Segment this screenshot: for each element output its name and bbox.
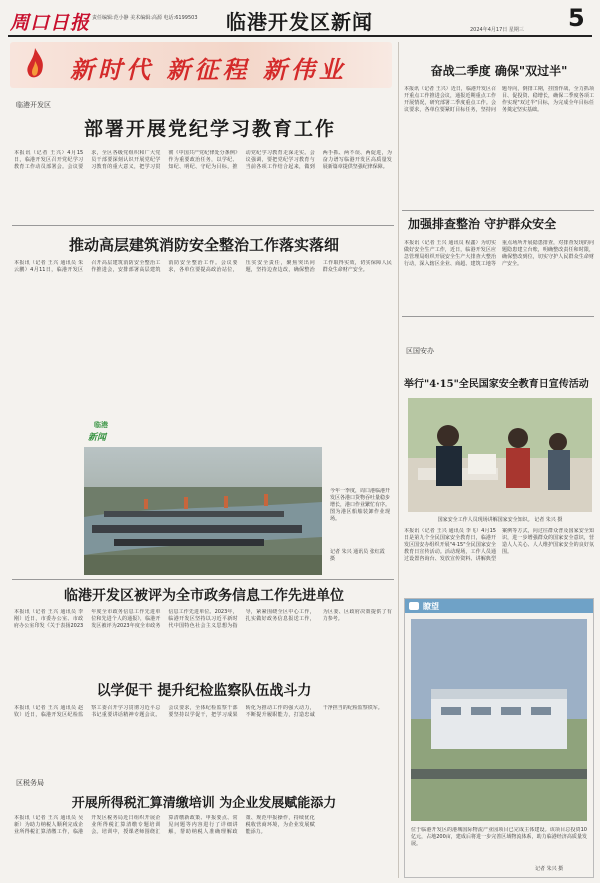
- masthead: [0, 0, 600, 38]
- lead-body: 本报讯（记者 王兴）4月15日，临港开发区召开党纪学习教育工作动员部署会。会议要求，全区各级党组织和广大党员干部要深刻认识开展党纪学习教育的重大意义，把学习贯彻《中国共产党纪律处分条例》作为重要政治任务，以学纪、知纪、明纪、守纪为目标，推动党纪学习教育走深走实。会议强调，要把党纪学习教育与当前各项工作结合起来，做到两手抓、两不误、两促进，为奋力谱写临港开发区高质量发展新篇章提供坚强纪律保障。: [14, 150, 392, 170]
- article2-headline: 推动高层建筑消防安全整治工作落实落细: [68, 236, 339, 254]
- security-photo-caption: 国家安全工作人员现场讲解国家安全知识。 记者 朱兴 摄: [437, 517, 563, 523]
- section-title: 临港开发区新闻: [226, 10, 373, 34]
- article5-headline: 开展所得税汇算清缴培训 为企业发展赋能添力: [71, 796, 337, 811]
- article3-headline: 临港开发区被评为全市政务信息工作先进单位: [64, 588, 344, 604]
- right-bottom-kicker: 区国安办: [406, 347, 434, 355]
- security-event-photo: [408, 398, 592, 512]
- article2-body: 本报讯（记者 王兴 通讯员 朱云鹏）4月11日，临港开发区召开高层建筑消防安全整治工作推进会，安排部署高层建筑消防安全整治工作。会议要求，各单位要提高政治站位，压实安全责任，聚焦突出问题，坚持边查边改，确保整治工作取得实效，切实保障人民群众生命财产安全。: [14, 260, 392, 273]
- banner-slogan: 新时代 新征程 新伟业: [70, 55, 347, 84]
- theme-banner: [10, 42, 392, 88]
- column-separator: [398, 42, 399, 878]
- divider: [402, 316, 594, 317]
- lookout-label: 瞭望: [423, 602, 439, 611]
- page-number: 5: [568, 4, 585, 32]
- flame-icon: [24, 47, 46, 83]
- news-badge: [88, 420, 120, 448]
- article5-kicker: 区税务局: [16, 779, 44, 787]
- photo-caption: 今年一季度，周口港临港开发区各港口货物吞吐量稳步增长，港口作业繁忙有序。图为港区船舶装卸作业现场。: [330, 488, 390, 522]
- port-aerial-photo: [84, 447, 322, 575]
- article4-headline: 以学促干 提升纪检监察队伍战斗力: [96, 683, 312, 699]
- logistics-park-photo: [411, 619, 587, 821]
- divider: [402, 210, 594, 211]
- article3-body: 本报讯（记者 王兴 通讯员 李刚）近日，市委办公室、市政府办公室印发《关于表扬2023年度全市政务信息工作先进单位和先进个人的通报》，临港开发区被评为2023年度全市政务信息工作先进单位。2023年，临港开发区坚持以习近平新时代中国特色社会主义思想为指导，紧紧围绕全区中心工作，扎实做好政务信息报送工作，为区委、区政府决策提供了有力参考。: [14, 609, 392, 629]
- article4-body: 本报讯（记者 王兴 通讯员 赵钦）近日，临港开发区纪检监察工委召开学习贯彻习近平总书记重要讲话精神专题会议。会议要求，全体纪检监察干部要坚持以学促干，把学习成果转化为推动工作的强大动力，不断提升履职能力，打造忠诚干净担当的纪检监察铁军。: [14, 705, 383, 718]
- divider: [12, 225, 394, 226]
- right-bottom-body: 本报讯（记者 王兴 通讯员 李飞）4月15日是第九个全民国家安全教育日，临港开发区国安办组织开展"4·15"全民国家安全教育日宣传活动。活动现场，工作人员通过设置咨询台、发放宣传资料、讲解典型案例等方式，向过往群众普及国家安全知识，进一步增强群众的国家安全意识，营造人人关心、人人维护国家安全的良好氛围。: [404, 528, 594, 562]
- publisher-info: 责任编辑:范小静 美术编辑:高源 电话:6199503: [92, 15, 198, 21]
- lookout-caption: 位于临港开发区的港城国际物流产业园项目已完成主体建设。该项目总投资10亿元，占地200亩，建成后将进一步完善区域物流体系，助力临港经济高质量发展。: [411, 827, 587, 847]
- right-mid-headline: 加强排查整治 守护群众安全: [408, 217, 557, 231]
- news-badge-bottom: 新闻: [88, 433, 107, 443]
- lookout-header: [405, 599, 593, 613]
- right-bottom-headline: 举行"4·15"全民国家安全教育日宣传活动: [404, 379, 589, 390]
- camera-icon: [409, 602, 419, 610]
- lead-headline: 部署开展党纪学习教育工作: [83, 118, 336, 140]
- lookout-box: [404, 598, 594, 878]
- lead-kicker: 临港开发区: [16, 101, 51, 109]
- masthead-rule: [8, 35, 592, 37]
- right-mid-body: 本报讯（记者 王兴 通讯员 程鑫）为切实做好安全生产工作，近日，临港开发区应急管理局组织开展安全生产大排查大整治行动，深入辖区企业、商超、建筑工地等重点场所开展隐患排查，对排查发现的问题隐患建立台账，明确整改责任和时限，确保整改到位，切实守护人民群众生命财产安全。: [404, 240, 594, 267]
- right-top-headline: 奋战二季度 确保"双过半": [430, 64, 568, 78]
- divider: [12, 579, 394, 580]
- right-top-body: 本报讯（记者 王兴）近日，临港开发区召开重点工作推进会议，通报近期重点工作开展情况，研究部署二季度重点工作。会议要求，各单位要紧盯目标任务，坚持问题导向，倒排工期，挂图作战，全力抓项目、促投资、稳增长，确保二季度各项工作实现"双过半"目标，为完成全年目标任务奠定坚实基础。: [404, 86, 594, 113]
- photo-credit: 记者 朱兴 通讯员 张红霞 摄: [330, 549, 385, 562]
- news-badge-top: 临港: [94, 421, 108, 429]
- lookout-credit: 记者 朱兴 摄: [535, 866, 564, 872]
- paper-logo: 周口日报: [10, 12, 91, 34]
- article5-body: 本报讯（记者 王兴 通讯员 吴新）为助力纳税人顺利完成企业所得税汇算清缴工作，临港开发区税务局近日组织开展企业所得税汇算清缴专题培训会。培训中，授课老师围绕汇算清缴新政策、申报要点、常见问题等内容进行了详细讲解，帮助纳税人准确理解政策、规范申报操作，持续优化税收营商环境，为企业发展赋能添力。: [14, 815, 315, 835]
- issue-date: 2024年4月17日 星期三: [470, 27, 524, 33]
